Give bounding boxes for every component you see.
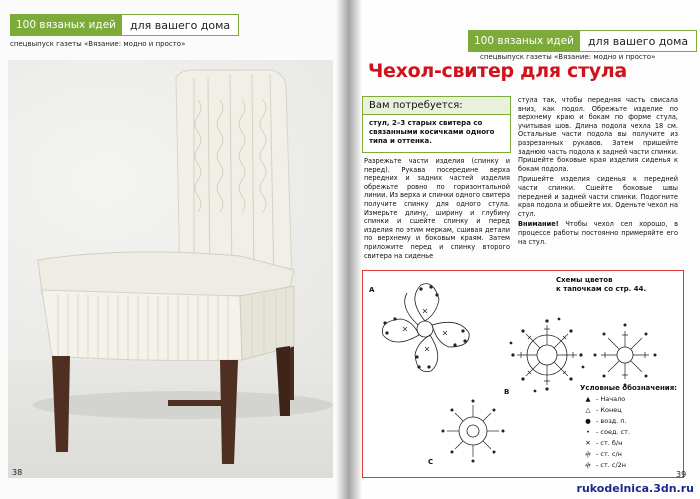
col1-paragraph: Разрежьте части изделия (спинку и перед). Рукава посередине верха передних и задних частей изделия обрежьте ровно по горизонтальной линии. Из верха и спинки одного свитера получите спинку для одного стула. Измерьте длину, ширину и глубину спинки и сшейте спинку и перед изделия по этим меркам, сшивая детали по верхнему и боковым краям. Затем приложите перед и спинку второго свитера на сиденье (364, 157, 511, 260)
watermark: rukodelnica.3dn.ru (576, 482, 694, 495)
legend-label: - ст. б/н (596, 439, 623, 447)
brand-green-label: 100 вязаных идей (10, 14, 122, 36)
flower-diagram-c (442, 400, 505, 463)
col2-paragraph-1: стула так, чтобы передняя часть свисала вниз, как подол. Обрежьте изделие по верхнему краю и бокам по форме стула, учитывая шов. Длина подола чехла 18 см. Остальные части подола вы получите из разрезанных рукавов. Затем пришейте заднюю часть подола к задней части спинки. Пришейте боковые края изделия сиденья к бокам подола. (518, 96, 678, 173)
legend-symbol: ▲ (585, 395, 591, 403)
flower-diagram-b (510, 318, 585, 393)
page-gutter (336, 0, 362, 499)
legend-row (580, 394, 677, 405)
col2-paragraph-2: Пришейте изделия сиденья к передней части спинки. Сшейте боковые швы передней и задней части спинки. Подогните края подола и обшейте их. Оденьте чехол на стул. (518, 175, 678, 218)
chair-photo (8, 60, 333, 478)
legend-row (580, 438, 677, 449)
materials-text: стул, 2–3 старых свитера со связанными косичками одного типа и оттенка. (369, 119, 495, 145)
chair-illustration (8, 60, 333, 478)
legend-symbol: △ (585, 406, 591, 414)
legend-heading: Условные обозначения: (580, 384, 677, 392)
note-text: Чтобы чехол сел хорошо, в процессе работы постоянно примеряйте его на стул. (518, 220, 678, 246)
text-column-2 (518, 96, 678, 248)
pattern-caption (556, 276, 646, 293)
note-bold: Внимание! (518, 220, 559, 229)
brand-green-label: 100 вязаных идей (468, 30, 580, 52)
legend-label: - Конец (596, 406, 622, 414)
legend-symbol: • (586, 428, 590, 436)
legend-label: - возд. п. (596, 417, 627, 425)
article-title: Чехол-свитер для стула (368, 60, 627, 82)
legend-row (580, 427, 677, 438)
legend-symbol: ⴕ (585, 461, 591, 469)
diagram-label-a: A (369, 286, 375, 294)
legend-row (580, 460, 677, 471)
diagram-label-c: C (428, 458, 434, 466)
flower-diagram-a (382, 284, 469, 372)
right-header-banner (468, 30, 697, 52)
left-page-number: 38 (12, 468, 23, 477)
legend-label: - Начало (596, 395, 626, 403)
pattern-caption-line2: к тапочкам со стр. 44. (556, 284, 647, 293)
materials-heading: Вам потребуется: (363, 97, 510, 115)
note-paragraph (518, 220, 678, 246)
flower-diagram-d (594, 324, 657, 387)
legend-label: - ст. с/2н (596, 461, 627, 469)
brand-white-label: для вашего дома (122, 14, 239, 36)
text-column-1 (364, 157, 510, 262)
legend-symbol: ● (585, 417, 591, 425)
legend (580, 383, 677, 471)
right-subtitle: спецвыпуск газеты «Вязание: модно и просто» (480, 53, 656, 61)
right-page-number: 39 (676, 470, 687, 479)
legend-label: - соед. ст. (596, 428, 631, 436)
left-subtitle: спецвыпуск газеты «Вязание: модно и просто» (10, 40, 186, 48)
legend-row (580, 449, 677, 460)
pattern-caption-line1: Схемы цветов (556, 276, 613, 284)
legend-row (580, 405, 677, 416)
materials-box (362, 96, 511, 153)
legend-row (580, 416, 677, 427)
brand-white-label: для вашего дома (580, 30, 697, 52)
legend-label: - ст. с/н (596, 450, 622, 458)
left-header-banner (10, 14, 239, 36)
diagram-label-b: B (504, 388, 510, 396)
legend-symbol: ⴕ (585, 450, 591, 458)
legend-symbol: ✕ (585, 439, 591, 447)
